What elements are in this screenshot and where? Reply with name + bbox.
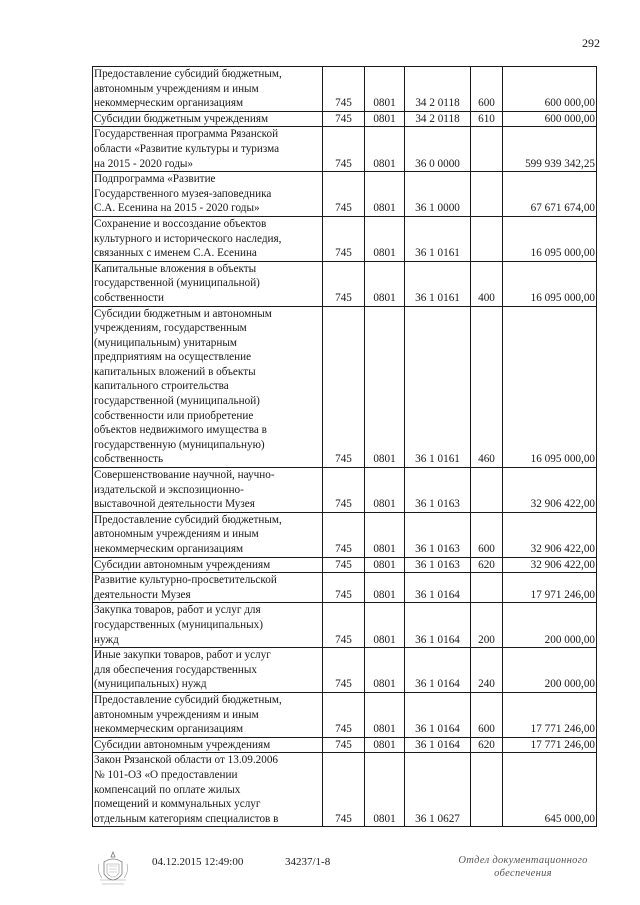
row-section-code: 0801	[365, 261, 405, 306]
row-target-code: 36 0 0000	[405, 127, 471, 172]
row-section-code: 0801	[365, 737, 405, 753]
row-amount: 16 095 000,00	[503, 306, 597, 468]
row-amount: 16 095 000,00	[503, 261, 597, 306]
row-expense-type	[471, 172, 503, 217]
row-section-code: 0801	[365, 172, 405, 217]
row-amount: 67 671 674,00	[503, 172, 597, 217]
row-target-code: 36 1 0161	[405, 306, 471, 468]
row-amount: 32 906 422,00	[503, 468, 597, 513]
row-ministry-code: 745	[323, 67, 365, 112]
row-ministry-code: 745	[323, 172, 365, 217]
row-name-cell: Сохранение и воссоздание объектов культурного и исторического наследия, связанных с именем С.А. Есенина	[93, 216, 323, 261]
row-ministry-code: 745	[323, 603, 365, 648]
row-amount: 599 939 342,25	[503, 127, 597, 172]
row-ministry-code: 745	[323, 261, 365, 306]
row-expense-type: 460	[471, 306, 503, 468]
row-expense-type: 600	[471, 67, 503, 112]
row-expense-type: 400	[471, 261, 503, 306]
row-expense-type: 600	[471, 692, 503, 737]
department-stamp	[448, 854, 598, 880]
table-row	[93, 306, 597, 468]
row-target-code: 36 1 0164	[405, 573, 471, 603]
row-section-code: 0801	[365, 468, 405, 513]
table-row	[93, 692, 597, 737]
row-amount: 600 000,00	[503, 67, 597, 112]
row-ministry-code: 745	[323, 573, 365, 603]
row-expense-type: 240	[471, 648, 503, 693]
row-target-code: 36 1 0163	[405, 557, 471, 573]
row-expense-type: 200	[471, 603, 503, 648]
row-section-code: 0801	[365, 573, 405, 603]
table-row	[93, 111, 597, 127]
table-row	[93, 512, 597, 557]
row-expense-type: 620	[471, 737, 503, 753]
row-target-code: 36 1 0000	[405, 172, 471, 217]
row-amount: 600 000,00	[503, 111, 597, 127]
row-section-code: 0801	[365, 216, 405, 261]
row-section-code: 0801	[365, 111, 405, 127]
row-expense-type	[471, 573, 503, 603]
row-name-cell: Совершенствование научной, научно- издательской и экспозиционно- выставочной деятельности Музея	[93, 468, 323, 513]
coat-of-arms-icon	[96, 850, 130, 890]
row-ministry-code: 745	[323, 306, 365, 468]
row-ministry-code: 745	[323, 692, 365, 737]
row-name-cell: Подпрограмма «Развитие Государственного музея-заповедника С.А. Есенина на 2015 - 2020 годы»	[93, 172, 323, 217]
row-section-code: 0801	[365, 557, 405, 573]
row-name-cell: Субсидии автономным учреждениям	[93, 737, 323, 753]
row-name-cell: Субсидии автономным учреждениям	[93, 557, 323, 573]
row-section-code: 0801	[365, 648, 405, 693]
row-name-cell: Предоставление субсидий бюджетным, автономным учреждениям и иным некоммерческим организациям	[93, 692, 323, 737]
table-row	[93, 67, 597, 112]
row-ministry-code: 745	[323, 111, 365, 127]
row-target-code: 36 1 0627	[405, 753, 471, 827]
footer-doc-number: 34237/1-8	[285, 856, 331, 868]
row-target-code: 36 1 0163	[405, 468, 471, 513]
row-amount: 16 095 000,00	[503, 216, 597, 261]
row-name-cell: Предоставление субсидий бюджетным, автономным учреждениям и иным некоммерческим организациям	[93, 67, 323, 112]
row-ministry-code: 745	[323, 216, 365, 261]
row-name-cell: Субсидии бюджетным и автономным учреждениям, государственным (муниципальным) унитарным предприятиям на осуществление капитальных вложений в объекты капитального строительства государственной (муниципальной) собственности или приобретение объектов недвижимого имущества в государственную (муниципальную) собственность	[93, 306, 323, 468]
row-section-code: 0801	[365, 512, 405, 557]
table-row	[93, 557, 597, 573]
table-row	[93, 127, 597, 172]
row-name-cell: Предоставление субсидий бюджетным, автономным учреждениям и иным некоммерческим организациям	[93, 512, 323, 557]
row-name-cell: Субсидии бюджетным учреждениям	[93, 111, 323, 127]
row-section-code: 0801	[365, 603, 405, 648]
row-amount: 32 906 422,00	[503, 557, 597, 573]
row-amount: 645 000,00	[503, 753, 597, 827]
row-section-code: 0801	[365, 127, 405, 172]
row-target-code: 36 1 0164	[405, 737, 471, 753]
table-row	[93, 737, 597, 753]
row-expense-type: 610	[471, 111, 503, 127]
row-amount: 17 771 246,00	[503, 692, 597, 737]
row-target-code: 36 1 0164	[405, 692, 471, 737]
table-row	[93, 216, 597, 261]
table-row	[93, 261, 597, 306]
row-ministry-code: 745	[323, 468, 365, 513]
row-expense-type	[471, 753, 503, 827]
row-section-code: 0801	[365, 692, 405, 737]
stamp-line-2: обеспечения	[494, 868, 552, 879]
row-expense-type: 600	[471, 512, 503, 557]
row-section-code: 0801	[365, 753, 405, 827]
footer-datetime: 04.12.2015 12:49:00	[152, 856, 244, 868]
row-target-code: 34 2 0118	[405, 111, 471, 127]
row-amount: 17 771 246,00	[503, 737, 597, 753]
table-row	[93, 648, 597, 693]
page-footer	[0, 850, 640, 900]
row-name-cell: Иные закупки товаров, работ и услуг для обеспечения государственных (муниципальных) нужд	[93, 648, 323, 693]
row-amount: 200 000,00	[503, 603, 597, 648]
page-number: 292	[582, 36, 600, 50]
row-section-code: 0801	[365, 306, 405, 468]
row-amount: 17 971 246,00	[503, 573, 597, 603]
table-row	[93, 573, 597, 603]
row-target-code: 34 2 0118	[405, 67, 471, 112]
row-section-code: 0801	[365, 67, 405, 112]
table-row	[93, 603, 597, 648]
row-ministry-code: 745	[323, 557, 365, 573]
row-target-code: 36 1 0164	[405, 648, 471, 693]
row-target-code: 36 1 0161	[405, 216, 471, 261]
row-expense-type	[471, 127, 503, 172]
row-name-cell: Развитие культурно-просветительской деятельности Музея	[93, 573, 323, 603]
row-ministry-code: 745	[323, 512, 365, 557]
row-expense-type	[471, 216, 503, 261]
table-row	[93, 172, 597, 217]
budget-table-body	[93, 67, 597, 827]
row-expense-type	[471, 468, 503, 513]
stamp-line-1: Отдел документационного	[458, 855, 588, 866]
row-target-code: 36 1 0163	[405, 512, 471, 557]
row-ministry-code: 745	[323, 753, 365, 827]
row-ministry-code: 745	[323, 737, 365, 753]
table-row	[93, 468, 597, 513]
row-name-cell: Закупка товаров, работ и услуг для государственных (муниципальных) нужд	[93, 603, 323, 648]
row-expense-type: 620	[471, 557, 503, 573]
row-ministry-code: 745	[323, 127, 365, 172]
row-ministry-code: 745	[323, 648, 365, 693]
row-name-cell: Государственная программа Рязанской области «Развитие культуры и туризма на 2015 - 2020 годы»	[93, 127, 323, 172]
row-amount: 200 000,00	[503, 648, 597, 693]
budget-table	[92, 66, 597, 827]
row-name-cell: Закон Рязанской области от 13.09.2006 № 101-ОЗ «О предоставлении компенсаций по оплате жилых помещений и коммунальных услуг отдельным категориям специалистов в	[93, 753, 323, 827]
row-target-code: 36 1 0164	[405, 603, 471, 648]
row-target-code: 36 1 0161	[405, 261, 471, 306]
table-row	[93, 753, 597, 827]
row-amount: 32 906 422,00	[503, 512, 597, 557]
row-name-cell: Капитальные вложения в объекты государственной (муниципальной) собственности	[93, 261, 323, 306]
